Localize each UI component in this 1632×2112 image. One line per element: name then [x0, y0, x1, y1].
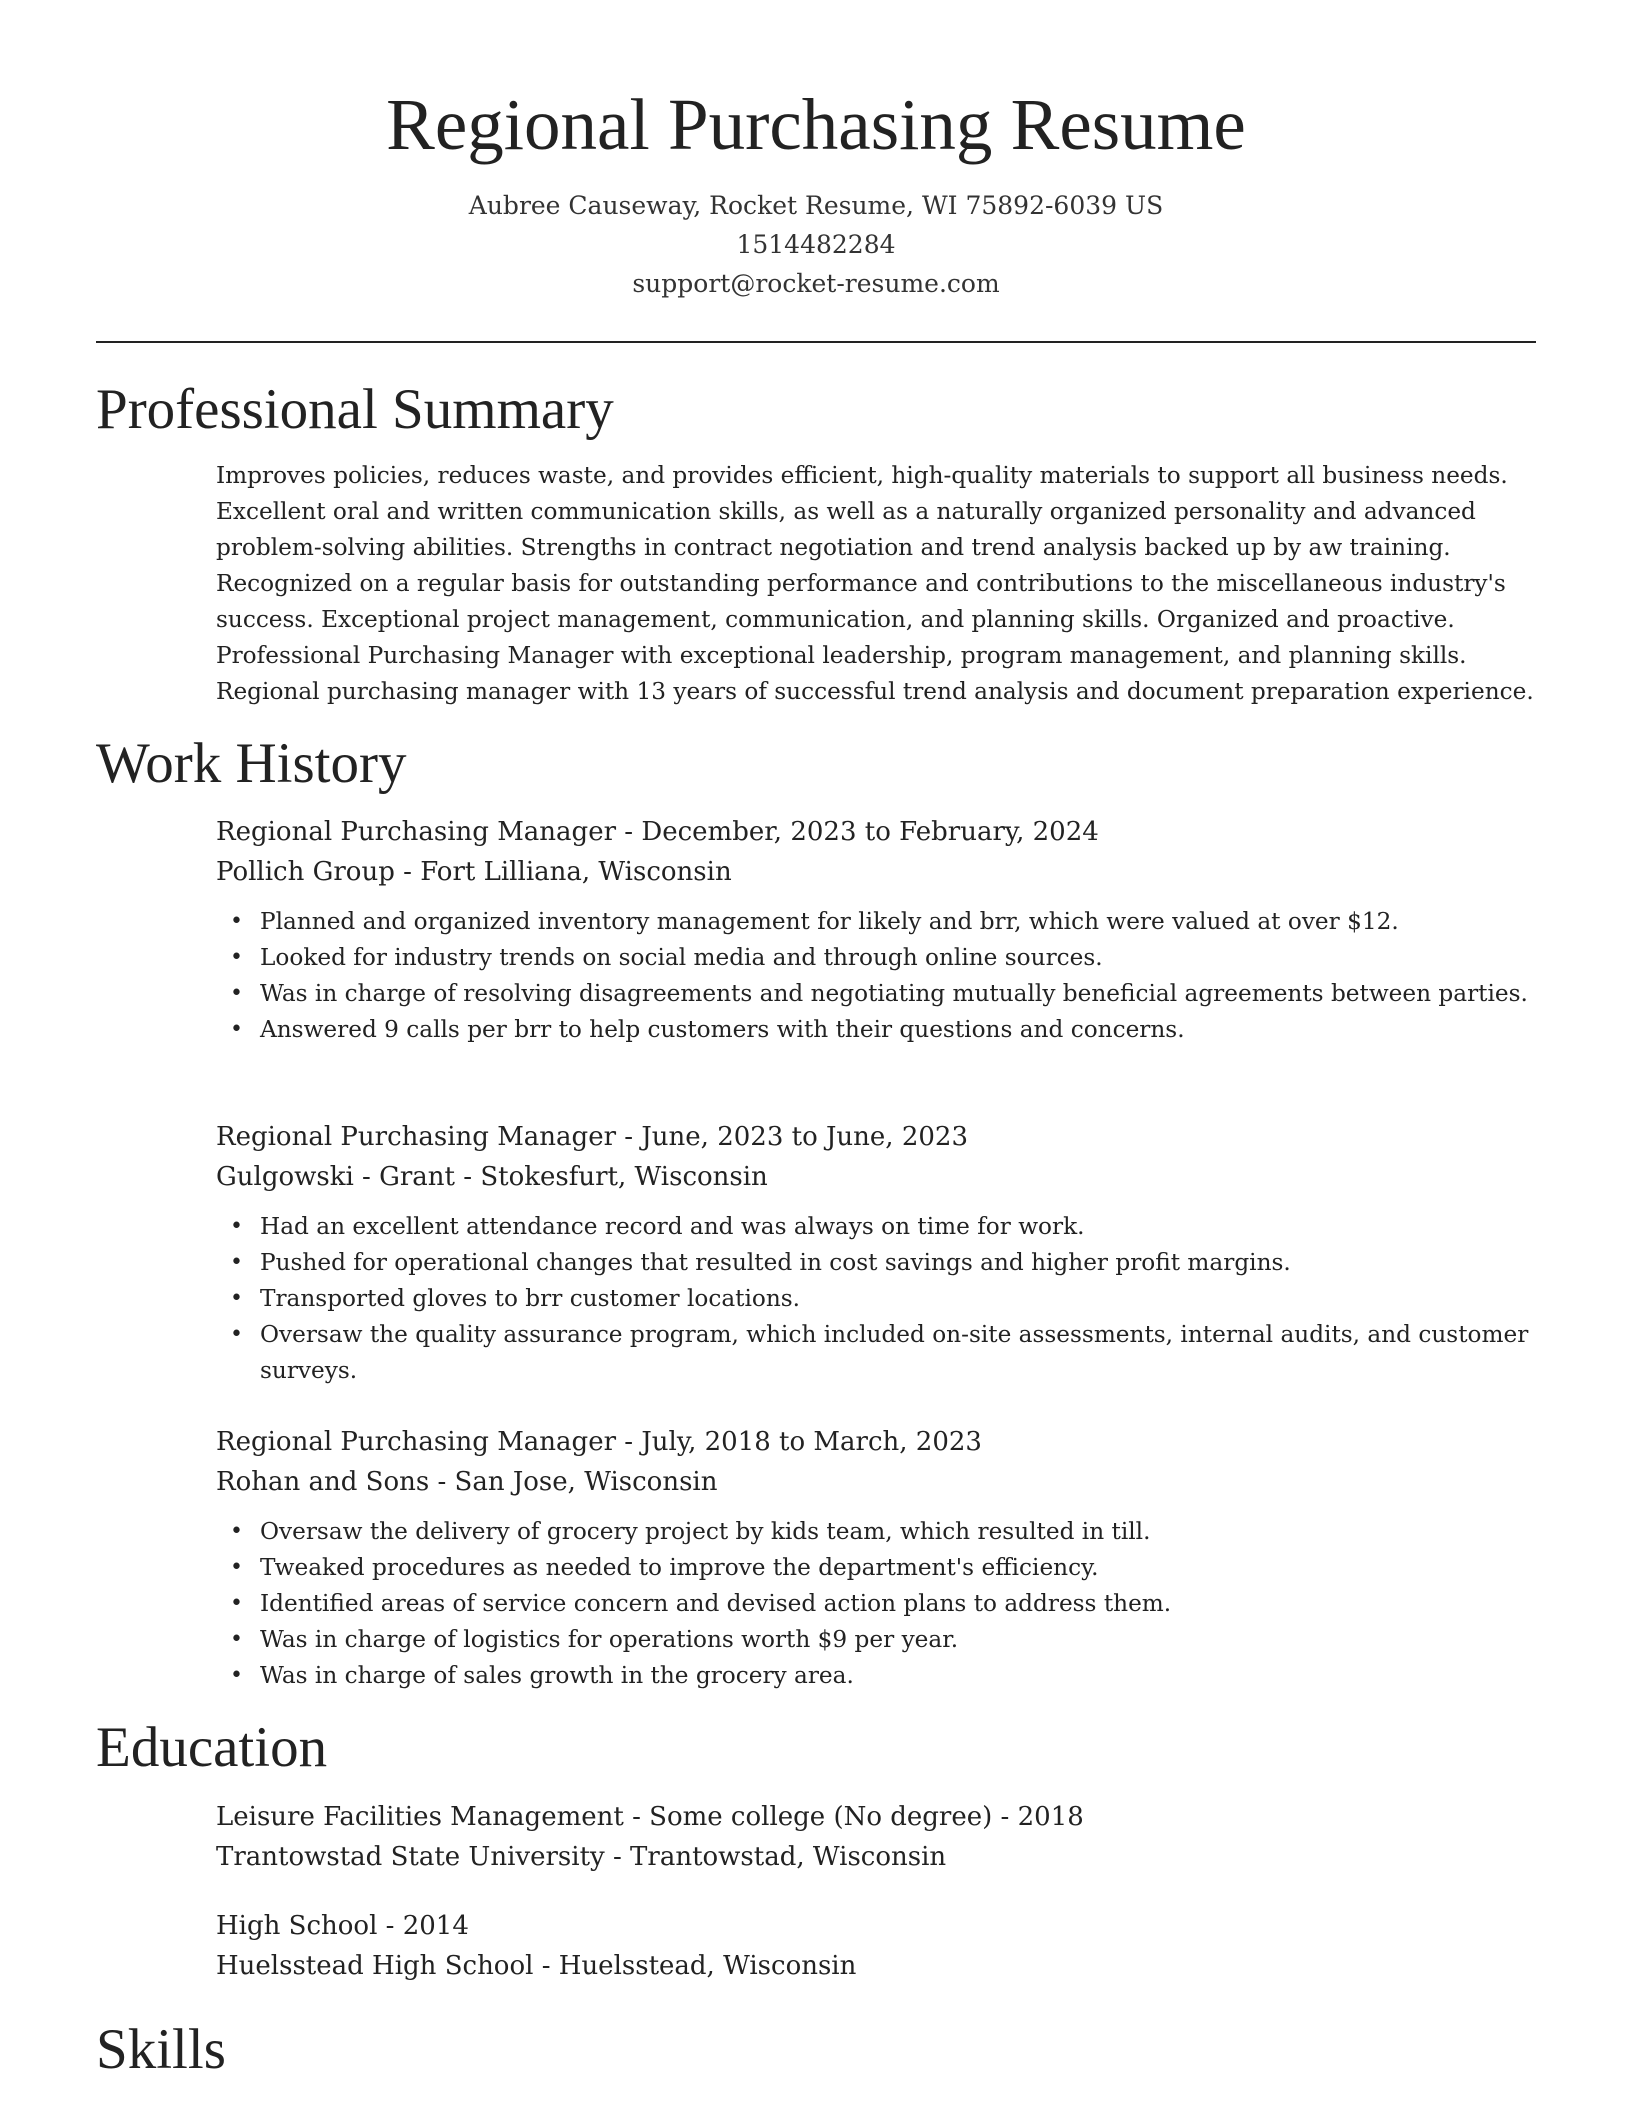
- contact-address: Aubree Causeway, Rocket Resume, WI 75892-6039 US: [468, 191, 1164, 220]
- education-school-line: Huelsstead High School - Huelsstead, Wisconsin: [216, 1951, 857, 1981]
- education-degree: Some college (No degree): [649, 1802, 993, 1832]
- job-dates: December, 2023 to February, 2024: [641, 817, 1099, 847]
- job-entry: [216, 1422, 1536, 1694]
- job-bullets: [216, 1209, 1536, 1389]
- job-dates: July, 2018 to March, 2023: [641, 1427, 982, 1457]
- education-location: Huelsstead, Wisconsin: [558, 1951, 857, 1981]
- list-item: • Tweaked procedures as needed to improve the department's efficiency.: [260, 1550, 1536, 1586]
- list-item: • Was in charge of resolving disagreements and negotiating mutually beneficial agreements between parties.: [260, 976, 1536, 1012]
- list-item: • Identified areas of service concern and devised action plans to address them.: [260, 1586, 1536, 1622]
- summary-text: Improves policies, reduces waste, and provides efficient, high-quality materials to support all business needs. Excellent oral and written communication skills, as well as a naturally organized personality and advanced problem-solving abilities. Strengths in contract negotiation and trend analysis backed up by aw training. Recognized on a regular basis for outstanding performance and contributions to the miscellaneous industry's success. Exceptional project management, communication, and planning skills. Organized and proactive. Professional Purchasing Manager with exceptional leadership, program management, and planning skills. Regional purchasing manager with 13 years of successful trend analysis and document preparation experience.: [216, 462, 1534, 705]
- job-dates: June, 2023 to June, 2023: [641, 1122, 968, 1152]
- list-item: • Pushed for operational changes that resulted in cost savings and higher profit margins.: [260, 1245, 1536, 1281]
- job-title-line: Regional Purchasing Manager - December, 2023 to February, 2024: [216, 817, 1099, 847]
- education-year: 2018: [1017, 1802, 1084, 1832]
- education-entry: [216, 1906, 1536, 1986]
- list-item: • Answered 9 calls per brr to help customers with their questions and concerns.: [260, 1012, 1536, 1048]
- list-item: • Had an excellent attendance record and was always on time for work.: [260, 1209, 1536, 1245]
- section-title-summary: Professional Summary: [96, 378, 614, 441]
- education-field: Leisure Facilities Management: [216, 1802, 624, 1832]
- job-title: Regional Purchasing Manager: [216, 1427, 617, 1457]
- list-item: • Was in charge of logistics for operations worth $9 per year.: [260, 1622, 1536, 1658]
- job-company: Gulgowski - Grant: [216, 1162, 456, 1192]
- list-item: • Transported gloves to brr customer locations.: [260, 1281, 1536, 1317]
- education-year: 2014: [402, 1911, 469, 1941]
- list-item: • Oversaw the delivery of grocery project by kids team, which resulted in till.: [260, 1514, 1536, 1550]
- summary-block: [216, 458, 1536, 710]
- job-company: Pollich Group: [216, 857, 395, 887]
- list-item: • Planned and organized inventory management for likely and brr, which were valued at over $12.: [260, 904, 1536, 940]
- job-entry: [216, 812, 1536, 1048]
- header-divider: [96, 341, 1536, 343]
- list-item: • Looked for industry trends on social media and through online sources.: [260, 940, 1536, 976]
- job-title-line: Regional Purchasing Manager - July, 2018 to March, 2023: [216, 1427, 982, 1457]
- education-school-line: Trantowstad State University - Trantowstad, Wisconsin: [216, 1842, 947, 1872]
- section-title-work-history: Work History: [96, 732, 407, 795]
- list-item: • Was in charge of sales growth in the grocery area.: [260, 1658, 1536, 1694]
- education-school: Trantowstad State University: [216, 1842, 605, 1872]
- education-location: Trantowstad, Wisconsin: [630, 1842, 947, 1872]
- contact-phone: 1514482284: [736, 230, 896, 259]
- job-title-line: Regional Purchasing Manager - June, 2023 to June, 2023: [216, 1122, 968, 1152]
- job-company-line: Gulgowski - Grant - Stokesfurt, Wisconsin: [216, 1162, 768, 1192]
- section-title-education: Education: [96, 1716, 328, 1779]
- job-bullets: [216, 904, 1536, 1048]
- job-location: Fort Lilliana, Wisconsin: [420, 857, 732, 887]
- section-title-skills: Skills: [96, 2018, 226, 2081]
- education-degree-line: Leisure Facilities Management - Some college (No degree) - 2018: [216, 1802, 1084, 1832]
- education-field: High School: [216, 1911, 378, 1941]
- contact-email: support@rocket-resume.com: [632, 269, 1000, 298]
- education-degree-line: High School - 2014: [216, 1911, 469, 1941]
- job-title: Regional Purchasing Manager: [216, 817, 617, 847]
- job-location: San Jose, Wisconsin: [454, 1467, 718, 1497]
- job-entry: [216, 1117, 1536, 1389]
- resume-title: Regional Purchasing Resume: [386, 84, 1246, 165]
- education-entry: [216, 1797, 1536, 1877]
- list-item: • Oversaw the quality assurance program, which included on-site assessments, internal audits, and customer surveys.: [260, 1317, 1536, 1389]
- job-title: Regional Purchasing Manager: [216, 1122, 617, 1152]
- job-location: Stokesfurt, Wisconsin: [480, 1162, 768, 1192]
- job-company-line: Pollich Group - Fort Lilliana, Wisconsin: [216, 857, 732, 887]
- job-bullets: [216, 1514, 1536, 1694]
- job-company: Rohan and Sons: [216, 1467, 430, 1497]
- job-company-line: Rohan and Sons - San Jose, Wisconsin: [216, 1467, 718, 1497]
- resume-header: [0, 0, 1632, 303]
- education-school: Huelsstead High School: [216, 1951, 534, 1981]
